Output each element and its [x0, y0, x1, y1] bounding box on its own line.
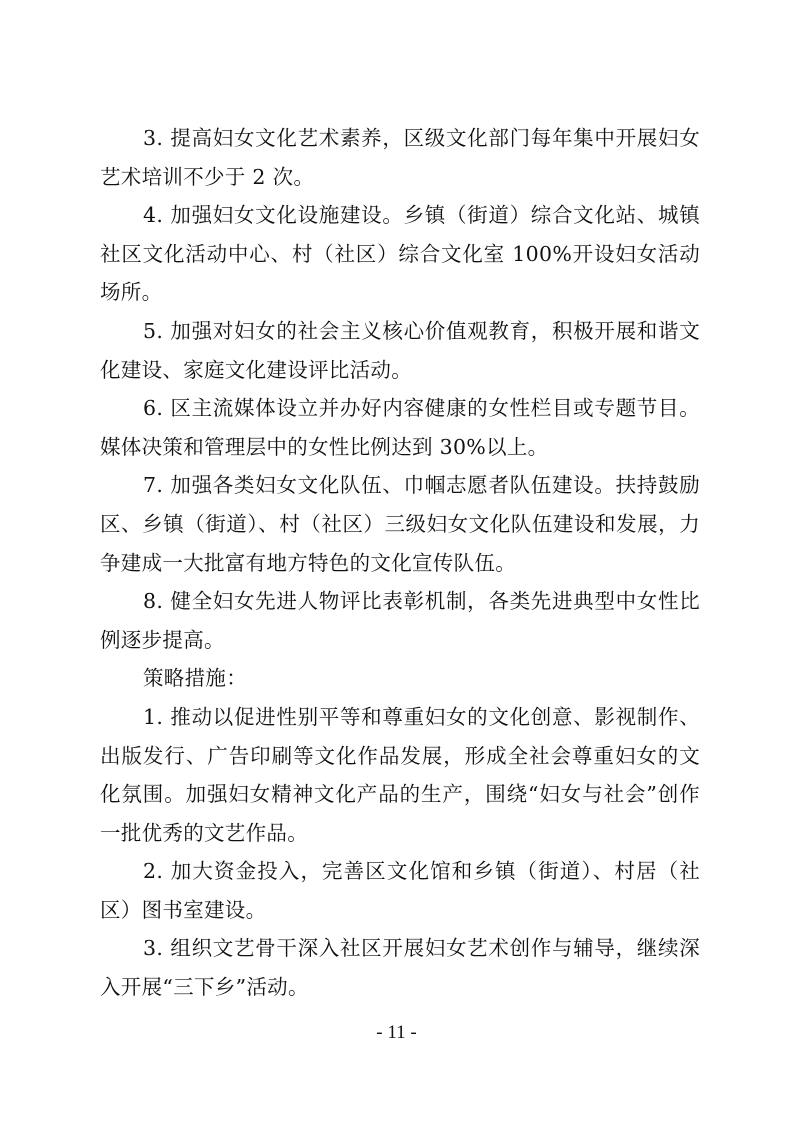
- page-number: - 11 -: [376, 1022, 417, 1043]
- paragraph-measure-3: 3. 组织文艺骨干深入社区开展妇女艺术创作与辅导，继续深入开展“三下乡”活动。: [100, 936, 700, 1000]
- paragraph-target-5: 5. 加强对妇女的社会主义核心价值观教育，积极开展和谐文化建设、家庭文化建设评比活动。: [100, 318, 700, 382]
- paragraph-target-7: 7. 加强各类妇女文化队伍、巾帼志愿者队伍建设。扶持鼓励区、乡镇（街道）、村（社区）三级妇女文化队伍建设和发展，力争建成一大批富有地方特色的文化宣传队伍。: [100, 473, 700, 575]
- paragraph-measure-2: 2. 加大资金投入，完善区文化馆和乡镇（街道）、村居（社区）图书室建设。: [100, 859, 700, 922]
- document-body: [100, 119, 700, 1007]
- paragraph-target-6: 6. 区主流媒体设立并办好内容健康的女性栏目或专题节目。媒体决策和管理层中的女性比例达到 30%以上。: [100, 396, 700, 459]
- paragraph-measure-1: 1. 推动以促进性别平等和尊重妇女的文化创意、影视制作、出版发行、广告印刷等文化作品发展，形成全社会尊重妇女的文化氛围。加强妇女精神文化产品的生产，围绕“妇女与社会”创作一批优秀的文艺作品。: [100, 704, 700, 845]
- section-heading-strategy: 策略措施：: [143, 666, 247, 691]
- paragraph-target-3: 3. 提高妇女文化艺术素养，区级文化部门每年集中开展妇女艺术培训不少于 2 次。: [100, 126, 700, 189]
- paragraph-target-8: 8. 健全妇女先进人物评比表彰机制，各类先进典型中女性比例逐步提高。: [100, 589, 700, 652]
- paragraph-target-4: 4. 加强妇女文化设施建设。乡镇（街道）综合文化站、城镇社区文化活动中心、村（社区）综合文化室 100%开设妇女活动场所。: [100, 203, 700, 305]
